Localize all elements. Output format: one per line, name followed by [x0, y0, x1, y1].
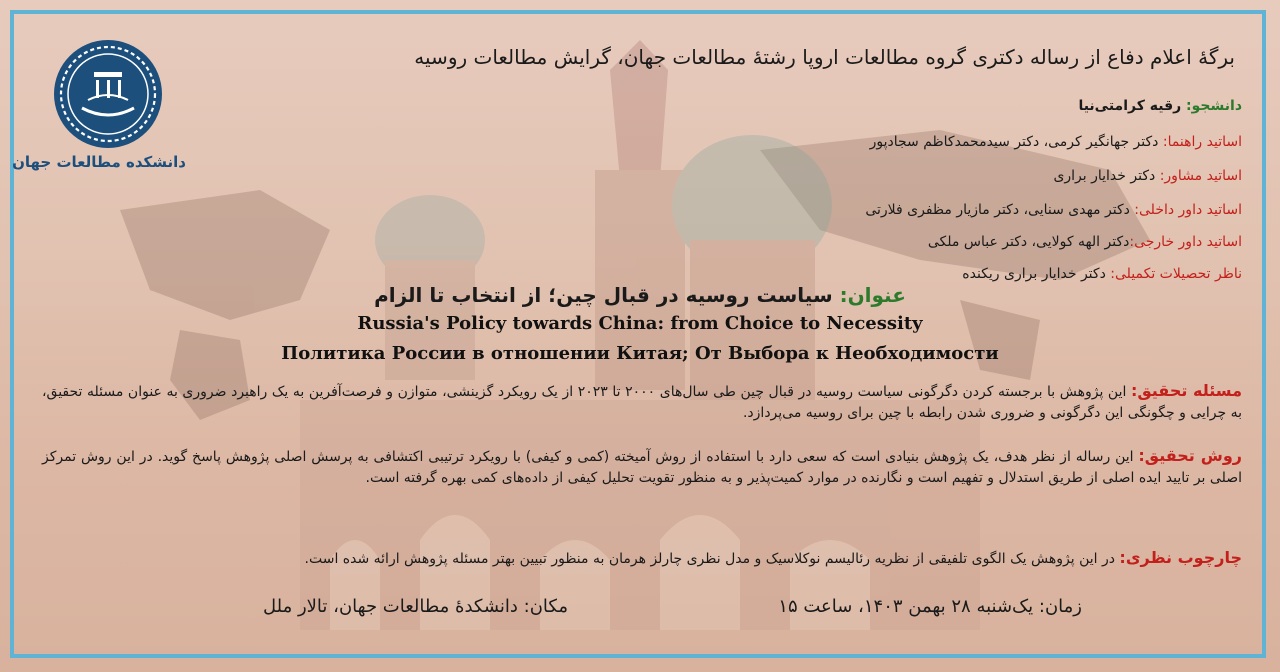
title-label: عنوان: — [839, 283, 906, 307]
research-problem-text: این پژوهش با برجسته کردن دگرگونی سیاست روسیه در قبال چین طی سال‌های ۲۰۰۰ تا ۲۰۲۳ از یک رویکرد گزینشی، متوازن و فرصت‌آفرین به یک راهبرد ضروری به عنوان مسئله تحقیق، به چرایی و چگونگی این دگرگونی و ضروری شدن رابطه با چین برای روسیه می‌پردازد. — [42, 384, 1242, 421]
logo-caption: دانشکده مطالعات جهان — [12, 153, 186, 171]
student-label: دانشجو: — [1186, 98, 1242, 114]
university-seal-logo — [52, 38, 164, 150]
theoretical-framework — [42, 547, 1242, 570]
thesis-title-russian: Политика России в отношении Китая; От Выбора к Необходимости — [281, 343, 999, 364]
thesis-title-persian — [0, 283, 1280, 307]
theoretical-framework-label: چارچوب نظری: — [1119, 548, 1242, 567]
advisors-line — [1053, 168, 1242, 184]
page-header: برگهٔ اعلام دفاع از رساله دکتری گروه مطالعات اروپا رشتهٔ مطالعات جهان، گرایش مطالعات روسیه — [414, 45, 1235, 69]
internal-referees-line — [865, 202, 1242, 218]
defense-time: زمان: یک‌شنبه ۲۸ بهمن ۱۴۰۳، ساعت ۱۵ — [778, 596, 1082, 617]
supervisors-value: دکتر جهانگیر کرمی، دکتر سیدمحمدکاظم سجادپور — [869, 134, 1163, 150]
theoretical-framework-text: در این پژوهش یک الگوی تلفیقی از نظریه رئالیسم نوکلاسیک و مدل نظری چارلز هرمان به منظور تبیین بهتر مسئله پژوهش ارائه شده است. — [304, 551, 1120, 567]
advisors-value: دکتر خدایار براری — [1053, 168, 1160, 184]
student-name: رقیه کرامتی‌نیا — [1078, 98, 1187, 114]
research-problem — [42, 380, 1242, 424]
research-method-text: این رساله از نظر هدف، یک پژوهش بنیادی است که سعی دارد با استفاده از روش آمیخته (کمی و کیفی) با رویکرد ترتیبی اکتشافی به پرسش اصلی پژوهش پاسخ گوید. در این روش تمرکز اصلی بر تایید ایده اصلی از طریق استدلال و تفهیم است و نگارنده در موارد کمیت‌پذیر و به منظور تقویت تحلیل کیفی از داده‌های کمی بهره گرفته است. — [42, 449, 1242, 486]
internal-referees-label: اساتید داور داخلی: — [1134, 202, 1242, 218]
internal-referees-value: دکتر مهدی سنایی، دکتر مازیار مظفری فلارتی — [865, 202, 1135, 218]
thesis-title-english: Russia's Policy towards China: from Choice to Necessity — [357, 313, 923, 334]
advisors-label: اساتید مشاور: — [1159, 168, 1242, 184]
title-persian-text: سیاست روسیه در قبال چین؛ از انتخاب تا الزام — [374, 283, 840, 307]
research-method — [42, 445, 1242, 489]
external-referees-label: اساتید داور خارجی: — [1129, 234, 1242, 250]
supervisors-line — [870, 134, 1242, 150]
defense-place: مکان: دانشکدهٔ مطالعات جهان، تالار ملل — [263, 596, 568, 617]
graduate-supervisor-line — [962, 266, 1242, 282]
research-method-label: روش تحقیق: — [1138, 446, 1242, 465]
student-line — [1078, 98, 1242, 114]
external-referees-line — [928, 234, 1242, 250]
research-problem-label: مسئله تحقیق: — [1130, 381, 1242, 400]
supervisors-label: اساتید راهنما: — [1162, 134, 1242, 150]
graduate-supervisor-label: ناظر تحصیلات تکمیلی: — [1110, 266, 1242, 282]
external-referees-value: دکتر الهه کولایی، دکتر عباس ملکی — [927, 234, 1130, 250]
graduate-supervisor-value: دکتر خدایار براری ریکنده — [962, 266, 1111, 282]
